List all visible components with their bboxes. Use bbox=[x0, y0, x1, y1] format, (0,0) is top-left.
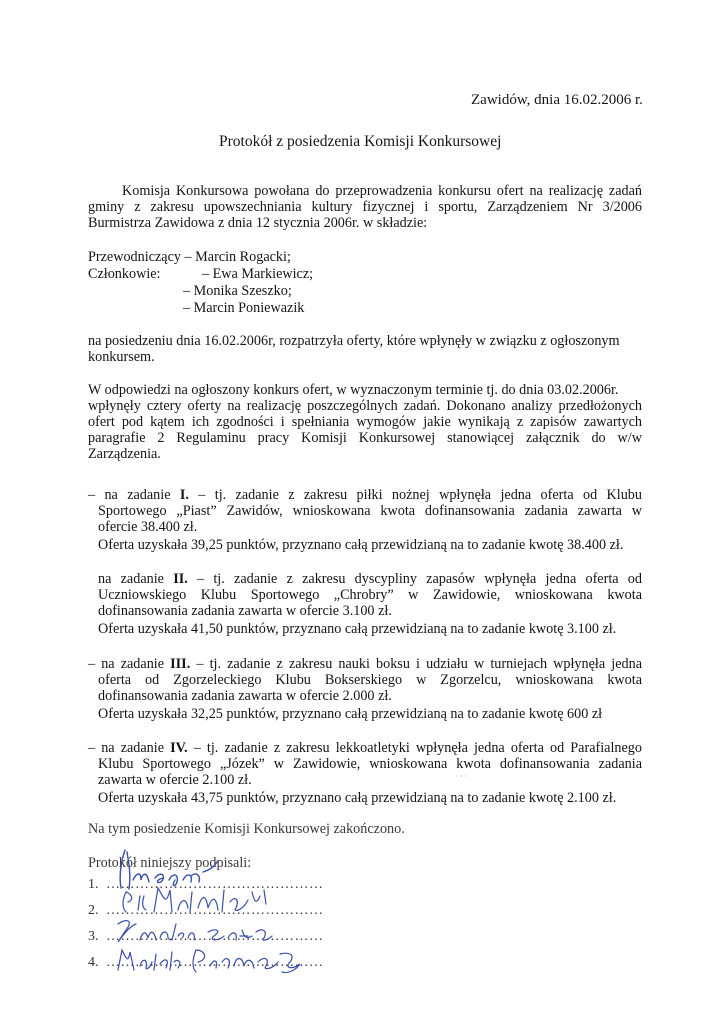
member-1: – Ewa Markiewicz; bbox=[202, 266, 314, 282]
task-3-line-1: – na zadanie III. – tj. zadanie z zakresu nauki boksu i udziału w turniejach wpłynęła jedna bbox=[88, 656, 642, 672]
chair-label: Przewodniczący bbox=[88, 249, 181, 265]
response-line-2: wpłynęły cztery oferty na realizację poszczególnych zadań. Dokonano analizy przedłożonych bbox=[88, 398, 642, 414]
signatures-label: Protokół niniejszy podpisali: bbox=[88, 855, 252, 871]
response-line-4: paragrafie 2 Regulaminu pracy Komisji Konkursowej stanowiącej załącznik do w/w bbox=[88, 430, 642, 446]
task-4-line-1: – na zadanie IV. – tj. zadanie z zakresu lekkoatletyki wpłynęła jedna oferta od Parafialnego bbox=[88, 740, 642, 756]
signature-row-3: 3. ……………………………………… bbox=[88, 929, 324, 944]
session-line-1: na posiedzeniu dnia 16.02.2006r, rozpatrzyła oferty, które wpłynęły w związku z ogłoszonym bbox=[88, 333, 620, 349]
signature-row-2: 2. ……………………………………… bbox=[88, 903, 324, 918]
task-1-line-3: ofercie 38.400 zł. bbox=[98, 519, 198, 535]
task-3-line-2: oferta od Zgorzeleckiego Klubu Bokserskiego w Zgorzelcu, wnioskowana kwota bbox=[98, 672, 642, 688]
task-3-line-3: dofinansowania zadania zawarta w ofercie 2.000 zł. bbox=[98, 688, 392, 704]
task-4-result: Oferta uzyskała 43,75 punktów, przyznano całą przewidzianą na to zadanie kwotę 2.100 zł. bbox=[98, 790, 617, 806]
session-line-2: konkursem. bbox=[88, 349, 155, 365]
document-title: Protokół z posiedzenia Komisji Konkursowej bbox=[219, 133, 502, 150]
chair-name: – Marcin Rogacki; bbox=[184, 249, 291, 265]
task-2-line-3: dofinansowania zadania zawarta w ofercie 3.100 zł. bbox=[98, 603, 392, 619]
signature-row-4: 4. ……………………………………… bbox=[88, 955, 324, 970]
member-2: – Monika Szeszko; bbox=[183, 283, 292, 299]
signature-4-handwriting bbox=[112, 940, 312, 980]
scan-speck: · · · bbox=[455, 772, 467, 781]
intro-line-3: Burmistrza Zawidowa z dnia 12 stycznia 2006r. w składzie: bbox=[88, 215, 428, 231]
signature-row-1: 1. ……………………………………… bbox=[88, 877, 324, 892]
members-label: Członkowie: bbox=[88, 266, 161, 282]
task-2-line-2: Uczniowskiego Klubu Sportowego „Chrobry” w Zawidowie, wnioskowana kwota bbox=[98, 587, 642, 603]
task-4-line-2: Klubu Sportowego „Józek” w Zawidowie, wnioskowana kwota dofinansowania zadania bbox=[98, 756, 642, 772]
task-4-line-3: zawarta w ofercie 2.100 zł. bbox=[98, 772, 252, 788]
task-1-line-2: Sportowego „Piast” Zawidów, wnioskowana kwota dofinansowania zadania zawarta w bbox=[98, 503, 642, 519]
task-3-result: Oferta uzyskała 32,25 punktów, przyznano całą przewidzianą na to zadanie kwotę 600 zł bbox=[98, 706, 603, 722]
date-line: Zawidów, dnia 16.02.2006 r. bbox=[471, 92, 643, 108]
intro-line-1: Komisja Konkursowa powołana do przeprowadzenia konkursu ofert na realizację zadań bbox=[122, 183, 642, 199]
task-2-line-1: na zadanie II. – tj. zadanie z zakresu dyscypliny zapasów wpłynęła jedna oferta od bbox=[98, 571, 642, 587]
response-line-1: W odpowiedzi na ogłoszony konkurs ofert, w wyznaczonym terminie tj. do dnia 03.02.2006r. bbox=[88, 382, 619, 398]
response-line-3: ofert pod kątem ich zgodności i spełniania wymogów jakie wynikają z zapisów zawartych bbox=[88, 414, 642, 430]
task-1-result: Oferta uzyskała 39,25 punktów, przyznano całą przewidzianą na to zadanie kwotę 38.400 zł. bbox=[98, 537, 624, 553]
intro-line-2: gminy z zakresu upowszechniania kultury fizycznej i sportu, Zarządzeniem Nr 3/2006 bbox=[88, 199, 642, 215]
task-2-result: Oferta uzyskała 41,50 punktów, przyznano całą przewidzianą na to zadanie kwotę 3.100 zł. bbox=[98, 621, 617, 637]
response-line-5: Zarządzenia. bbox=[88, 446, 161, 462]
closing-line: Na tym posiedzenie Komisji Konkursowej zakończono. bbox=[88, 821, 405, 837]
member-3: – Marcin Poniewazik bbox=[183, 300, 305, 316]
committee-chair bbox=[88, 249, 291, 265]
task-1-line-1: – na zadanie I. – tj. zadanie z zakresu piłki nożnej wpłynęła jedna oferta od Klubu bbox=[88, 487, 642, 503]
